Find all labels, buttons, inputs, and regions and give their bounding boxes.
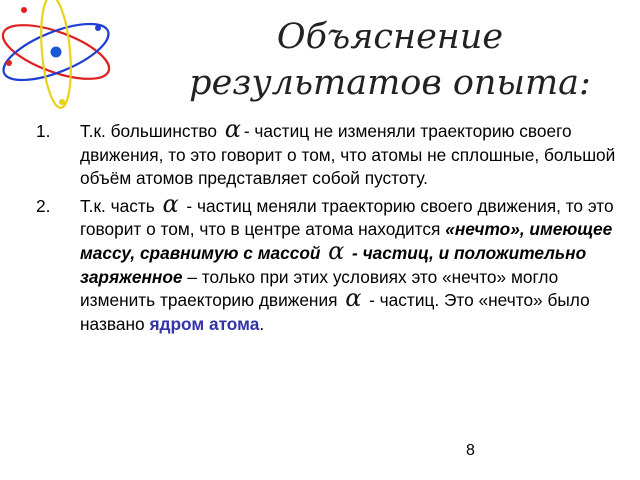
- alpha-symbol: α: [224, 115, 241, 143]
- item-text: - частиц не изменяли траекторию своего движения, то это говорит о том, что атомы не сплошные, большой объём атомов представляет собой пустоту.: [80, 121, 616, 189]
- title-line-2: результатов опыта:: [189, 63, 591, 103]
- page-number: 8: [466, 442, 475, 459]
- electron-icon: [59, 99, 65, 105]
- list-item-2: [28, 189, 623, 337]
- atom-logo-icon: [0, 0, 118, 118]
- alpha-symbol: α: [162, 189, 179, 218]
- title-line-1: Объяснение: [276, 17, 504, 57]
- nucleus-icon: [51, 47, 62, 58]
- item-text: Т.к. большинство: [80, 121, 222, 141]
- list-item-1: [28, 115, 623, 191]
- emphasis-text: «нечто», имеющее массу, сравнимую с массой: [80, 219, 613, 263]
- alpha-symbol: α: [328, 236, 345, 265]
- slide-title: [150, 14, 630, 106]
- electron-icon: [21, 7, 27, 13]
- item-text: - частиц. Это «нечто» было названо: [80, 290, 590, 334]
- electron-icon: [95, 25, 101, 31]
- list-number: 1.: [36, 121, 51, 141]
- electron-icon: [6, 60, 12, 66]
- item-text: – только при этих условиях это «нечто» могло изменить траекторию движения: [80, 266, 559, 311]
- list-number: 2.: [36, 195, 51, 216]
- item-text: Т.к. часть: [80, 195, 160, 216]
- explanation-list: [28, 115, 623, 340]
- alpha-symbol: α: [345, 284, 362, 313]
- item-text: - частиц меняли траекторию своего движения, то это говорит о том, что в центре атома находится: [80, 195, 614, 240]
- nucleus-term: ядром атома: [149, 313, 260, 334]
- item-text: .: [259, 313, 265, 334]
- emphasis-text: - частиц, и положительно заряженное: [80, 242, 587, 287]
